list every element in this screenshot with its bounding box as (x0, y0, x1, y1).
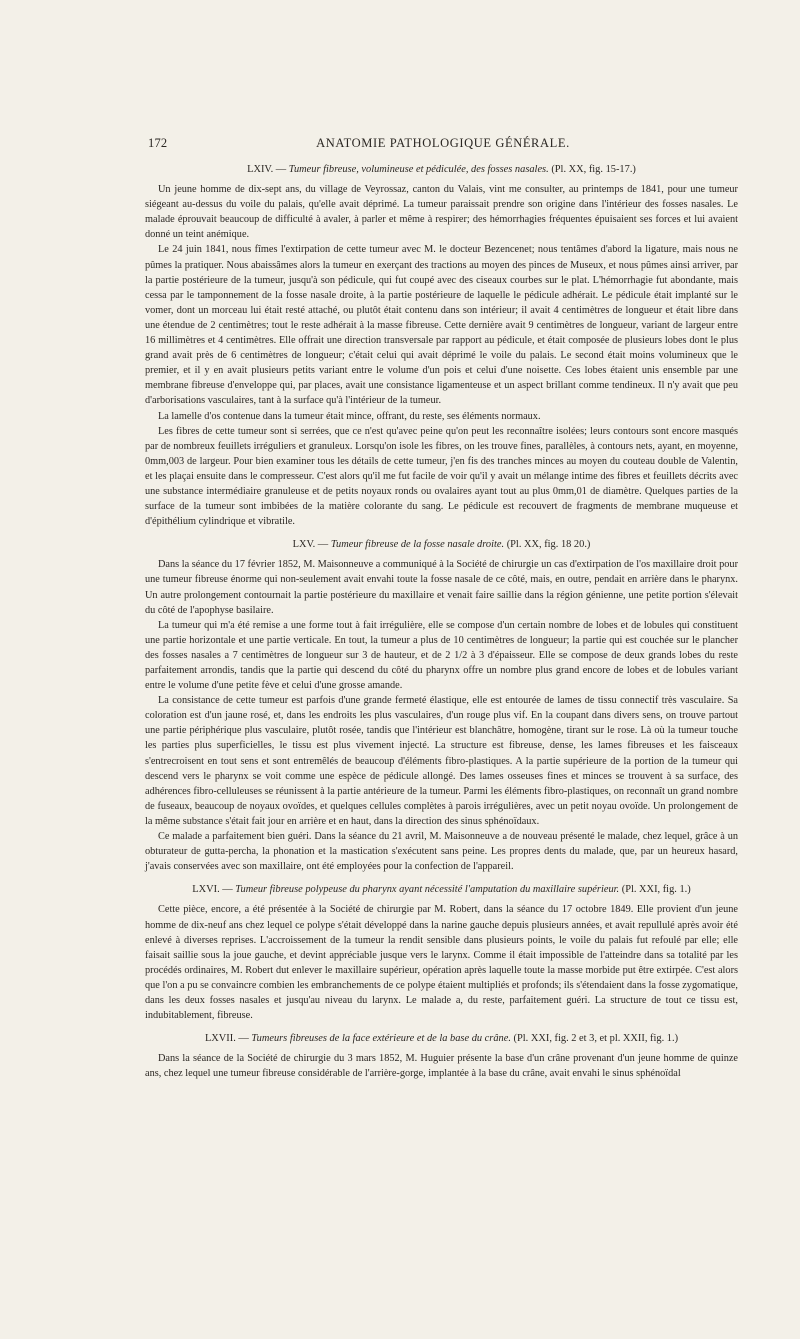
section-ref: (Pl. XXI, fig. 1.) (621, 884, 691, 896)
section-number: LXIV. — (247, 164, 287, 175)
section-heading (145, 537, 738, 552)
running-title: ANATOMIE PATHOLOGIQUE GÉNÉRALE. (316, 136, 570, 150)
paragraph: Cette pièce, encore, a été présentée à la Société de chirurgie par M. Robert, dans la séance du 17 octobre 1849. Elle provient d'un jeune homme de dix-neuf ans chez lequel ce polype s'était développé dans la narine gauche depuis plusieurs années, et avait repullulé après avoir été enlevé à diverses reprises. L'accroissement de la tumeur la rendit sensible dans plusieurs points, le voile du palais fut refoulé par elle; elle faisait saillie sous la joue gauche, et devint appréciable jusque vers le larynx. Comme il était impossible de l'atteindre dans sa totalité par les procédés ordinaires, M. Robert dut enlever le maxillaire supérieur, opération après laquelle toute la masse morbide put être extirpée. C'est alors que l'on a pu se convaincre combien les embranchements de ce polype étaient multipliés et profonds; ils s'étendaient dans la fosse zygomatique, dans les deux fosses nasales et jusqu'au niveau du larynx. Le malade a, du reste, parfaitement guéri. La structure de tout ce tissu est, indubitablement, fibreuse. (145, 904, 738, 1022)
section-title: Tumeurs fibreuses de la face extérieure et de la base du crâne. (251, 1033, 511, 1045)
paragraph: La tumeur qui m'a été remise a une forme tout à fait irrégulière, elle se compose d'un certain nombre de lobes et de lobules qui constituent une partie horizontale et une partie verticale. En tout, la tumeur a plus de 10 centimètres de longueur; la partie qui est couchée sur le plancher des fosses nasales a 7 centimètres de longueur sur 3 de hauteur, et de 2 1/2 à 3 d'épaisseur. Elle se compose de deux grands lobes du reste parfaitement arrondis, tandis que la partie qui descend du côté du pharynx offre un nombre plus grand encore de lobes et de lobules variant entre le volume d'une petite fève et celui d'une grosse amande. (145, 619, 738, 692)
paragraph: Les fibres de cette tumeur sont si serrées, que ce n'est qu'avec peine qu'on peut les reconnaître isolées; leurs contours sont encore masqués par de nombreux feuillets irréguliers et granuleux. Lorsqu'on isole les fibres, on les trouve fines, parallèles, à contours nets, ayant, en moyenne, 0mm,003 de largeur. Pour bien examiner tous les détails de cette tumeur, j'en fis des tranches minces au moyen du couteau double de Valentin, et les plaçai ensuite dans le compresseur. C'est alors qu'il me fut facile de voir qu'il y avait un mélange intime des fibres et feuillets décrits avec une substance intermédiaire granuleuse et de petits noyaux ronds ou ovalaires ayant tout au plus 0mm,01 de diamètre. Quelques parties de la surface de la tumeur sont imbibées de la matière colorante du sang. Le pédicule est recouvert de fragments de membrane muqueuse et d'épithélium cylindrique et vibratile. (145, 425, 738, 528)
section-title: Tumeur fibreuse polypeuse du pharynx ayant nécessité l'amputation du maxillaire supérieur. (235, 884, 620, 896)
page-body (145, 162, 738, 1081)
paragraph: Le 24 juin 1841, nous fîmes l'extirpation de cette tumeur avec M. le docteur Bezencenet; nous tentâmes d'abord la ligature, mais nous ne pûmes la pratiquer. Nous abaissâmes alors la tumeur en exerçant des tractions au moyen des pinces de Museux, et nous pûmes ainsi arriver, par la partie postérieure de la tumeur, jusqu'à son pédicule, qui fut coupé avec des ciseaux courbes sur le plat. L'hémorrhagie fut abondante, mais cessa par le tamponnement de la fosse nasale droite, à la partie postérieure de laquelle le pédicule adhérait. Le pédicule était implanté sur le vomer, dont un morceau lui était resté attaché, ou plutôt était contenu dans son intérieur; il avait 4 centimètres de longueur et était libre dans une étendue de 2 centimètres; tout le reste adhérait à la masse fibreuse. Cette dernière avait 9 centimètres de longueur, variant de largeur entre 16 millimètres et 4 centimètres. Elle offrait une direction transversale par rapport au pédicule, et était composée de plusieurs lobes dont le plus grand avait près de 6 centimètres de longueur; c'était celui qui avait déprimé le voile du palais. Le second était moins volumineux que le premier, et il y en avait plusieurs petits variant entre le volume d'un pois et celui d'une noisette. Ces lobes étaient unis ensemble par une membrane fibreuse d'enveloppe qui, par places, avait une consistance ligamenteuse et un aspect brillant comme tendineux. Il n'y avait que peu d'arborisations vasculaires, tant à la surface qu'à l'intérieur de la tumeur. (145, 244, 738, 407)
section-number: LXVI. — (192, 884, 233, 896)
page-number: 172 (148, 136, 168, 150)
section-heading (145, 1031, 738, 1046)
section-title: Tumeur fibreuse de la fosse nasale droite. (330, 539, 505, 551)
section-ref: (Pl. XX, fig. 15-17.) (551, 164, 636, 175)
section-heading (145, 882, 738, 897)
section-number: LXVII. — (204, 1033, 249, 1045)
page-header (148, 136, 738, 152)
paragraph: Ce malade a parfaitement bien guéri. Dans la séance du 21 avril, M. Maisonneuve a de nouveau présenté le malade, chez lequel, grâce à un obturateur de gutta-percha, la phonation et la mastication s'exécutent sans peine. Les propres dents du malade, que, par un heureux hasard, j'avais conservées avec son maxillaire, ont été employées pour la confection de l'appareil. (145, 831, 738, 873)
paragraph: Un jeune homme de dix-sept ans, du village de Veyrossaz, canton du Valais, vint me consulter, au printemps de 1841, pour une tumeur siégeant au-dessus du voile du palais, qu'elle avait déprimé. La tumeur paraissait prendre son origine dans l'intérieur des fosses nasales. Le malade éprouvait beaucoup de difficulté à avaler, à parler et même à respirer; des hémorrhagies fréquentes épuisaient ses forces et lui avaient donné un teint anémique. (145, 184, 738, 241)
section-heading (145, 162, 738, 177)
section-ref: (Pl. XX, fig. 18 20.) (506, 539, 591, 551)
paragraph: La lamelle d'os contenue dans la tumeur était mince, offrant, du reste, ses éléments normaux. (158, 410, 541, 422)
section-number: LXV. — (292, 539, 329, 551)
section-title: Tumeur fibreuse, volumineuse et pédiculée, des fosses nasales. (288, 164, 549, 175)
paragraph: Dans la séance de la Société de chirurgie du 3 mars 1852, M. Huguier présente la base d'un crâne provenant d'un jeune homme de quinze ans, chez lequel une tumeur fibreuse considérable de l'arrière-gorge, implantée à la base du crâne, avait envahi le sinus sphénoïdal (145, 1053, 738, 1080)
paragraph: La consistance de cette tumeur est parfois d'une grande fermeté élastique, elle est entourée de lames de tissu connectif très vasculaire. Sa coloration est d'un jaune rosé, et, dans les endroits les plus vasculaires, d'un rouge plus vif. En la coupant dans divers sens, on trouve partout une partie périphérique plus vasculaire, plutôt rosée, tandis que l'intérieur est blanchâtre, homogène, tirant sur le rose. Là où la tumeur touche les parties plus superficielles, le tissu est plus vivement injecté. La structure est fibreuse, dense, les lames fibreuses et les faisceaux s'entrecroisent en tout sens et sont entremêlés de beaucoup d'éléments fibro-plastiques. A la partie supérieure de la portion de la tumeur qui descend vers le pharynx se voit comme une espèce de pédicule allongé. Des lames osseuses fines et minces se trouvent à sa surface, des adhérences fibro-celluleuses se réunissent à la partie antérieure de la tumeur. Parmi les éléments fibro-plastiques, on reconnaît un grand nombre de fuseaux, beaucoup de noyaux ovoïdes, et quelques cellules complètes à parois irrégulières, avec un petit noyau ovoïde. Un prolongement de la même substance s'était fait jour en arrière et en haut, dans la direction des sinus sphénoïdaux. (145, 695, 738, 827)
paragraph: Dans la séance du 17 février 1852, M. Maisonneuve a communiqué à la Société de chirurgie un cas d'extirpation de l'os maxillaire droit pour une tumeur fibreuse énorme qui non-seulement avait envahi toute la fosse nasale de ce côté, mais, en outre, pendait en arrière dans le pharynx. Un autre prolongement contournait la partie postérieure du maxillaire et venait faire saillie dans la région génienne, une petite portion s'élevait du côté de l'apophyse basilaire. (145, 559, 738, 616)
section-ref: (Pl. XXI, fig. 2 et 3, et pl. XXII, fig. 1.) (513, 1033, 679, 1045)
